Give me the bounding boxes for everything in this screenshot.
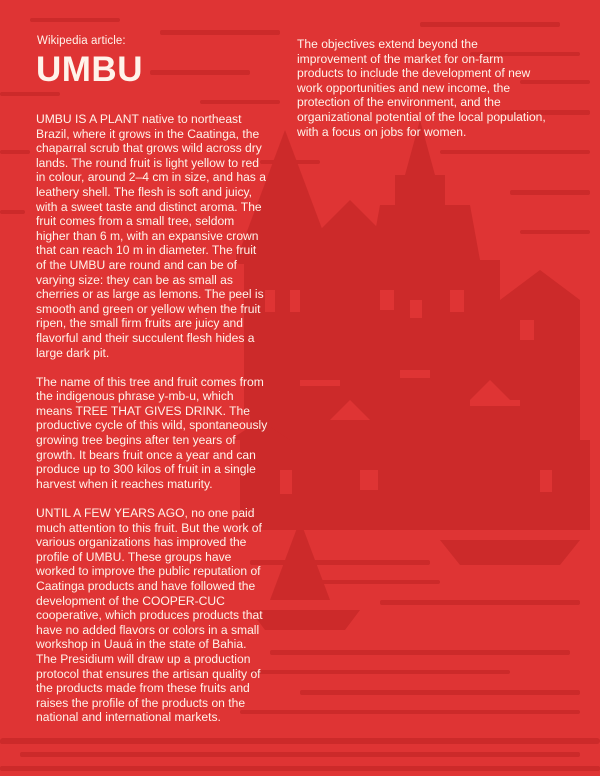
right-text-column [297, 37, 547, 154]
page-title: UMBU [36, 50, 143, 89]
left-text-column [36, 112, 268, 740]
paragraph: UMBU IS A PLANT native to northeast Brazil, where it grows in the Caatinga, the chaparral scrub that grows wild across dry lands. The round fruit is light yellow to red in colour, around 2–4 cm in size, and has a leathery shell. The flesh is soft and juicy, with a sweet taste and distinct aroma. The fruit comes from a small tree, seldom higher than 6 m, with an expansive crown that can reach 10 m in diameter. The fruit of the UMBU are round and can be of varying size: they can be as small as cherries or as large as lemons. The peel is smooth and green or yellow when the fruit ripen, the small firm fruits are juicy and flavorful and their succulent flesh hides a large dark pit. [36, 112, 266, 360]
paragraph: UNTIL A FEW YEARS AGO, no one paid much attention to this fruit. But the work of various organizations has improved the profile of UMBU. These groups have worked to improve the public reputation of Caatinga products and have followed the development of the COOPER-CUC cooperative, which produces products that have no added flavors or colors in a small workshop in Uauá in the state of Bahia. The Presidium will draw up a production protocol that ensures the artisan quality of the products made from these fruits and raises the profile of the products on the national and international markets. [36, 506, 263, 725]
paragraph: The objectives extend beyond the improvement of the market for on-farm products to include the development of new work opportunities and new income, the protection of the environment, and the organizational potential of the local population, with a focus on jobs for women. [297, 37, 546, 139]
paragraph: The name of this tree and fruit comes from the indigenous phrase y-mb-u, which means TREE THAT GIVES DRINK. The productive cycle of this wild, spontaneously growing tree begins after ten years of growth. It bears fruit once a year and can produce up to 300 kilos of fruit in a single harvest when it reaches maturity. [36, 374, 268, 491]
article-source-label: Wikipedia article: [37, 35, 126, 47]
